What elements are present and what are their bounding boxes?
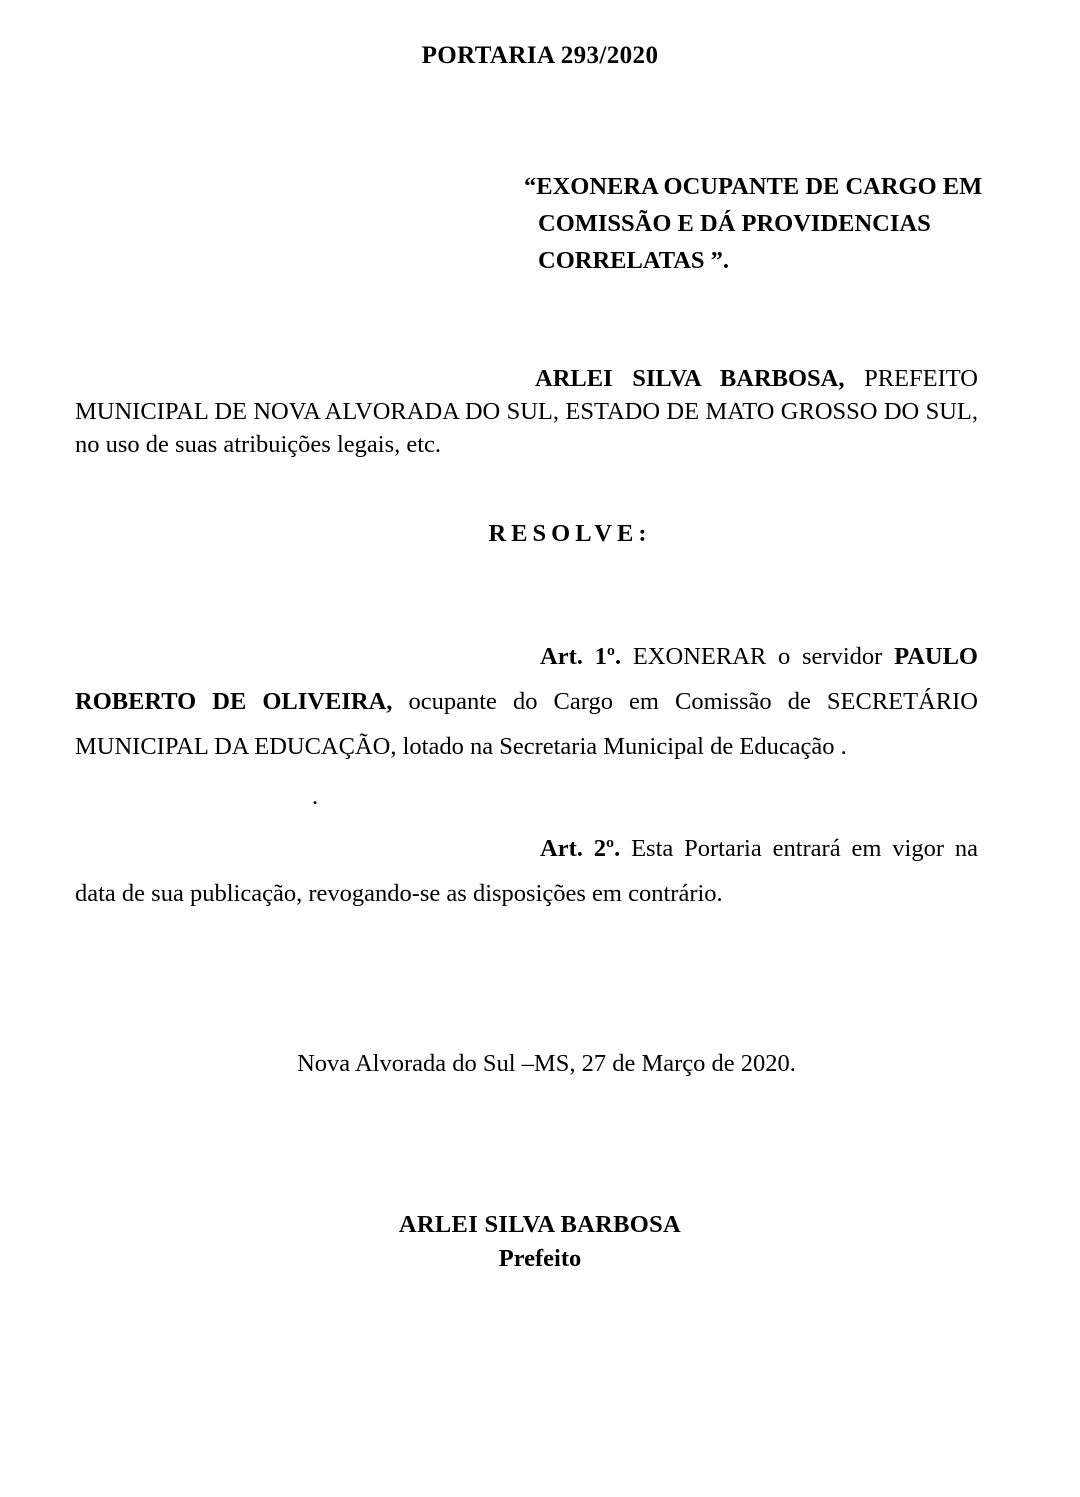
- article-2: [75, 826, 978, 916]
- article-1-text-before: EXONERAR o servidor: [621, 643, 895, 670]
- article-1: [75, 634, 978, 769]
- date-location-line: Nova Alvorada do Sul –MS, 27 de Março de 2020.: [297, 1050, 796, 1077]
- article-2-label: Art. 2º.: [540, 835, 621, 862]
- article-1-text-after: ocupante do Cargo em Comissão de SECRETÁRIO MUNICIPAL DA EDUCAÇÃO, lotado na Secretaria Municipal de Educação .: [75, 688, 978, 760]
- authority-name: ARLEI SILVA BARBOSA,: [535, 365, 845, 392]
- article-1-label: Art. 1º.: [540, 643, 622, 670]
- article-1-subject-name: PAULO ROBERTO DE OLIVEIRA,: [75, 643, 978, 715]
- article-2-text: Esta Portaria entrará em vigor na data de sua publicação, revogando-se as disposições em contrário.: [75, 835, 978, 907]
- preamble-paragraph: [75, 362, 978, 461]
- preamble-rest: PREFEITO MUNICIPAL DE NOVA ALVORADA DO SUL, ESTADO DE MATO GROSSO DO SUL, no uso de suas atribuições legais, etc.: [75, 365, 978, 458]
- signature-name: ARLEI SILVA BARBOSA: [398, 1211, 682, 1238]
- epigraph-summary: “EXONERA OCUPANTE DE CARGO EM COMISSÃO E DÁ PROVIDENCIAS CORRELATAS ”.: [524, 173, 983, 274]
- signature-role: Prefeito: [498, 1245, 582, 1272]
- signature-block: [0, 1208, 1080, 1276]
- resolve-heading: RESOLVE:: [488, 520, 652, 547]
- stray-punctuation-mark: .: [312, 783, 319, 810]
- page-title: PORTARIA 293/2020: [421, 42, 659, 69]
